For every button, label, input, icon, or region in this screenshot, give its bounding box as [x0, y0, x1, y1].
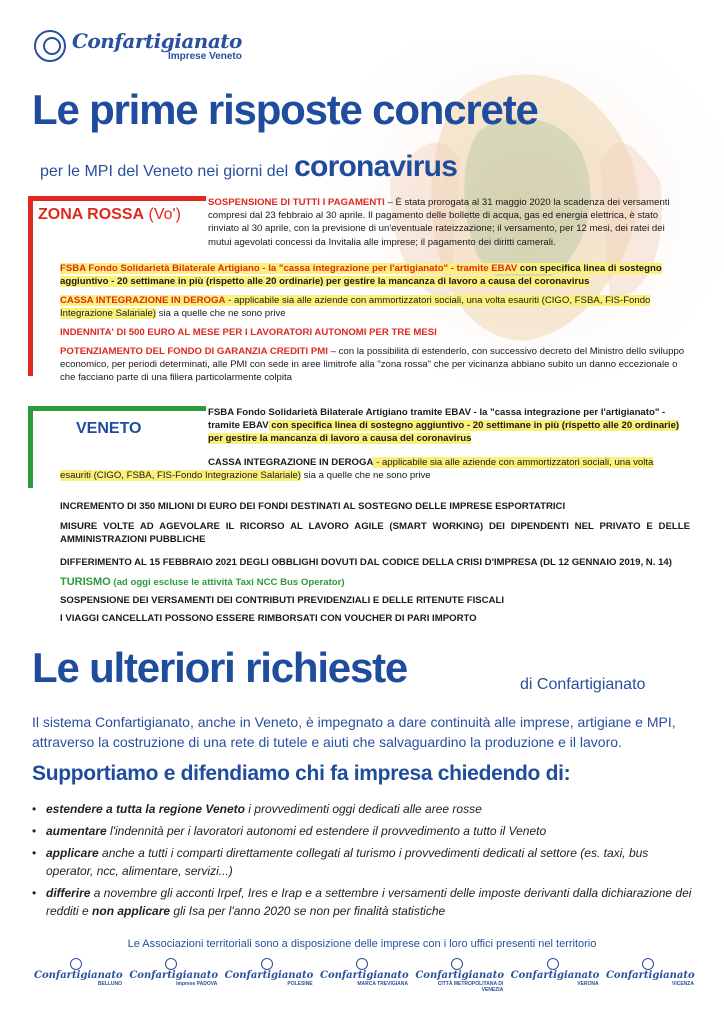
veneto-label: VENETO: [76, 420, 142, 437]
zona-rossa-fsba: FSBA Fondo Solidarietà Bilaterale Artigiano - la "cassa integrazione per l'artigianato" - tramite EBAV con specifica linea di sostegno aggiuntivo - 20 settimane in più (rispetto alle 20 ordinarie) per gestire la mancanza di lavoro a causa del coronavirus: [60, 263, 662, 288]
zona-rossa-fondo-garanzia: POTENZIAMENTO DEL FONDO DI GARANZIA CREDITI PMI – con la possibilità di estenderlo, con successivo decreto del Ministro dello sviluppo economico, per periodi determinati, alle PMI con sede in aree limitrofe alla "zona rossa" che per vicinanza abbiano subito un danno eccezionale o che facciano parte di una filiera particolarmente colpita: [60, 346, 685, 384]
confartigianato-logo-icon: [356, 958, 368, 970]
association-logo-vicenza: Confartigianato VICENZA: [606, 966, 694, 994]
association-logo-polesine: Confartigianato POLESINE: [225, 966, 313, 994]
association-logo-verona: Confartigianato VERONA: [511, 966, 599, 994]
confartigianato-header-logo: [34, 30, 242, 62]
zona-rossa-indennita: INDENNITA' DI 500 EURO AL MESE PER I LAVORATORI AUTONOMI PER TRE MESI: [60, 327, 437, 338]
associations-logos: [34, 966, 694, 994]
second-title-sub: di Confartigianato: [520, 676, 646, 693]
confartigianato-logo-icon: [70, 958, 82, 970]
red-bar-top: [28, 196, 206, 201]
logo-subtitle: Imprese Veneto: [167, 50, 242, 62]
turismo-sospensione: SOSPENSIONE DEI VERSAMENTI DEI CONTRIBUTI PREVIDENZIALI E DELLE RITENUTE FISCALI: [60, 595, 505, 606]
list-item: • differire a novembre gli acconti Irpef, Ires e Irap e a settembre i versamenti delle imposte derivanti dalla dichiarazione dei redditi e non applicare gli Isa per l'anno 2020 se non per finalità statistiche: [32, 884, 692, 920]
association-logo-padova: Confartigianato Imprese PADOVA: [129, 966, 217, 994]
subtitle-prefix: per le MPI del Veneto nei giorni del: [40, 163, 289, 180]
subtitle: [40, 150, 457, 184]
association-logo-belluno: Confartigianato BELLUNO: [34, 966, 122, 994]
green-bar-left: [28, 406, 33, 488]
veneto-fsba: FSBA Fondo Solidarietà Bilaterale Artigiano tramite EBAV - la "cassa integrazione per l'artigianato" - tramite EBAV con specifica linea di sostegno aggiuntivo - 20 settimane in più (rispetto alle 20 ordinarie) per gestire la mancanza di lavoro a causa del coronavirus: [208, 407, 680, 445]
confartigianato-logo-icon: [642, 958, 654, 970]
confartigianato-logo-icon: [165, 958, 177, 970]
measure-crisi-impresa: DIFFERIMENTO AL 15 FEBBRAIO 2021 DEGLI OBBLIGHI DOVUTI DAL CODICE DELLA CRISI D'IMPRESA (DL 12 GENNAIO 2019, N. 14): [60, 557, 672, 568]
red-bar-left: [28, 196, 33, 376]
confartigianato-logo-icon: [34, 30, 66, 62]
veneto-cassa-deroga: CASSA INTEGRAZIONE IN DEROGA - applicabile sia alle aziende con ammortizzatori sociali, una volta: [208, 457, 654, 468]
subtitle-coronavirus: coronavirus: [294, 150, 458, 183]
list-item: • aumentare l'indennità per i lavoratori autonomi ed estendere il provvedimento a tutto il Veneto: [32, 822, 692, 840]
confartigianato-logo-icon: [261, 958, 273, 970]
measure-export-funds: INCREMENTO DI 350 MILIONI DI EURO DEI FONDI DESTINATI AL SOSTEGNO DELLE IMPRESE ESPORTATRICI: [60, 501, 566, 512]
veneto-cassa-deroga-cont: esauriti (CIGO, FSBA, FIS-Fondo Integrazione Salariale) sia a quelle che ne sono prive: [60, 470, 431, 481]
zona-rossa-sospensione: SOSPENSIONE DI TUTTI I PAGAMENTI – È stata prorogata al 31 maggio 2020 la scadenza dei versamenti compresi dal 23 febbraio al 30 aprile. Il pagamento delle bollette di acqua, gas ed energia elettrica, è stato rinviato al 30 aprile, con la previsione di un'eventuale rateizzazione; il versamento, per 12 mesi, dei ratei dei mutui agevolati concessi da Invitalia alle imprese; il pagamento dei diritti camerali.: [208, 197, 670, 248]
confartigianato-logo-icon: [547, 958, 559, 970]
logo-name: Confartigianato: [72, 28, 242, 53]
footer-note: Le Associazioni territoriali sono a disposizione delle imprese con i loro uffici presenti nel territorio: [127, 938, 597, 950]
association-logo-treviso: Confartigianato MARCA TREVIGIANA: [320, 966, 408, 994]
second-title: Le ulteriori richieste: [32, 644, 408, 691]
association-logo-venezia: Confartigianato CITTÀ METROPOLITANA DI VENEZIA: [415, 966, 503, 994]
turismo-voucher: I VIAGGI CANCELLATI POSSONO ESSERE RIMBORSATI CON VOUCHER DI PARI IMPORTO: [60, 613, 477, 624]
support-heading: Supportiamo e difendiamo chi fa impresa chiedendo di:: [32, 762, 571, 785]
measure-smart-working: MISURE VOLTE AD AGEVOLARE IL RICORSO AL LAVORO AGILE (SMART WORKING) DEI DIPENDENTI NEL PRIVATO E DELLE AMMINISTRAZIONI PUBBLICHE: [60, 521, 690, 546]
green-bar-top: [28, 406, 206, 411]
zona-rossa-label: ZONA ROSSA (Vo'): [38, 206, 181, 223]
zona-rossa-cassa-deroga: CASSA INTEGRAZIONE IN DEROGA - applicabile sia alle aziende con ammortizzatori sociali, una volta esauriti (CIGO, FSBA, FIS-Fondo Integrazione Salariale) sia a quelle che ne sono prive: [60, 295, 651, 320]
confartigianato-logo-icon: [451, 958, 463, 970]
list-item: • estendere a tutta la regione Veneto i provvedimenti oggi dedicati alle aree rosse: [32, 800, 692, 818]
list-item: • applicare anche a tutti i comparti direttamente collegati al turismo i provvedimenti dedicati al settore (es. taxi, bus operator, ncc, alimentare, servizi...): [32, 844, 692, 880]
turismo-heading: TURISMO (ad oggi escluse le attività Taxi NCC Bus Operator): [60, 576, 345, 588]
intro-paragraph: Il sistema Confartigianato, anche in Veneto, è impegnato a dare continuità alle imprese, artigiane e MPI, attraverso la costruzione di una rete di tutele e aiuti che salvaguardino la produzione e il lavoro.: [32, 714, 676, 750]
requests-list: [32, 800, 692, 924]
main-title: Le prime risposte concrete: [32, 86, 538, 133]
